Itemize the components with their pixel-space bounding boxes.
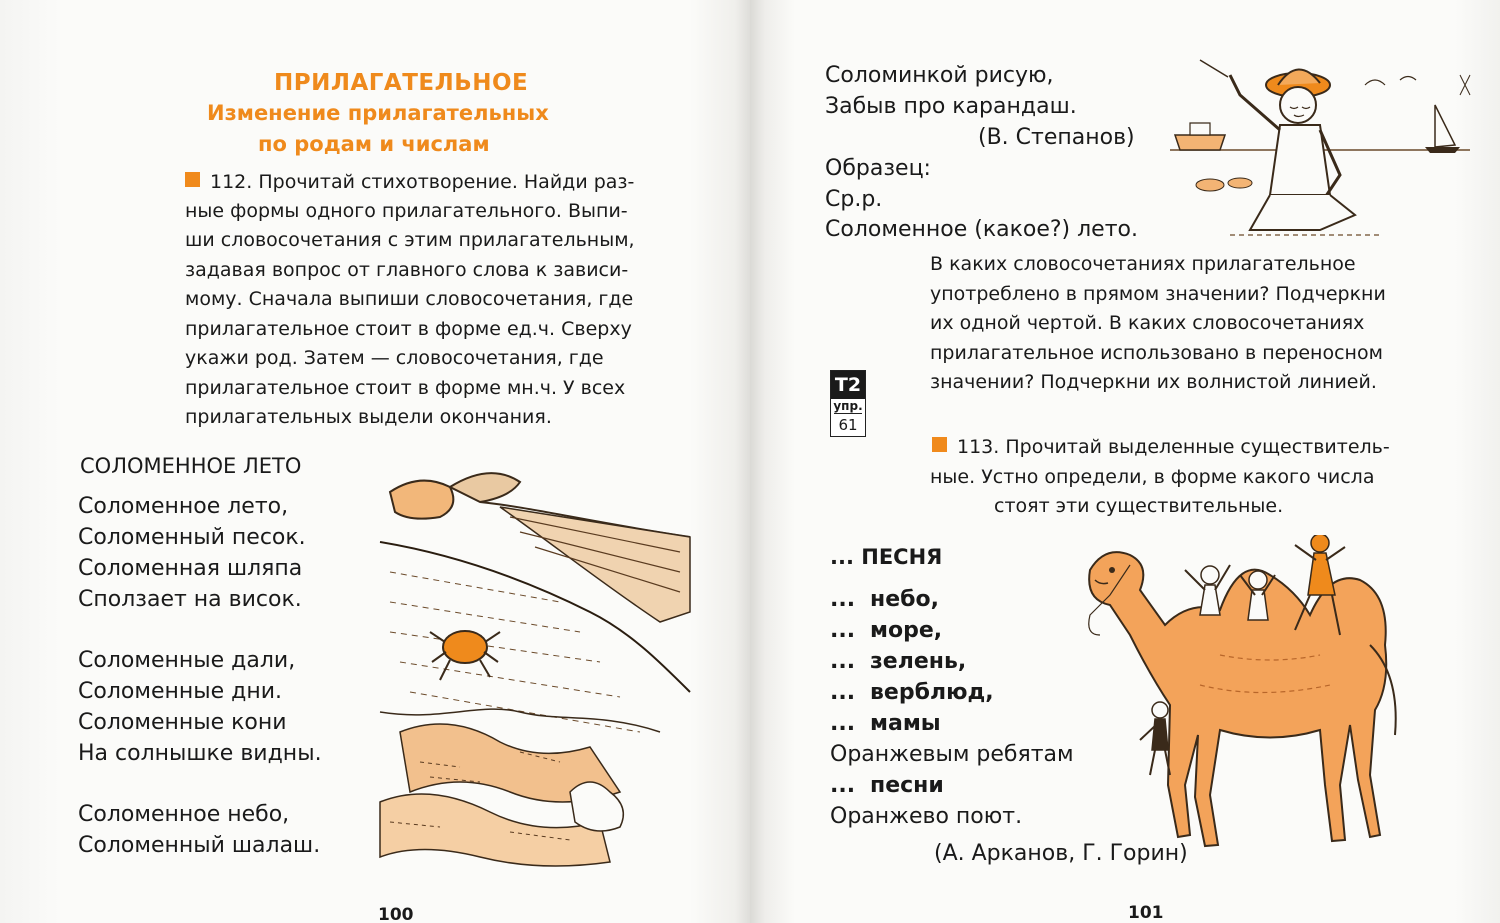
song-line-2-word: море, [870,618,943,643]
song-line-4-dots: ... [830,680,856,705]
workbook-label: упр. [833,399,863,413]
poem-line-1: Соломенное лето, [78,494,289,519]
camel-children-illustration [1070,535,1470,865]
sample-label: Образец: [825,156,931,181]
book-spine [735,0,765,923]
song-line-7-dots: ... [830,773,856,798]
question-line-4: прилагательное использовано в переносном [930,342,1383,364]
song-line-5-dots: ... [830,711,856,736]
poem-author-2: (А. Арканов, Г. Горин) [934,841,1188,866]
sample-phrase: Соломенное (какое?) лето. [825,217,1138,242]
sample-gender: Ср.р. [825,187,883,212]
poem-line-4: Сползает на висок. [78,587,302,612]
exercise-112-line-1: 112. Прочитай стихотворение. Найди раз- [210,171,635,193]
song-line-6: Оранжевым ребятам [830,742,1074,767]
workbook-number: 61 [834,413,862,436]
exercise-113-line-2: ные. Устно определи, в форме какого числа [930,466,1375,488]
poem-line-12: Забыв про карандаш. [825,94,1077,119]
boy-drawing-illustration [1170,55,1480,255]
exercise-112-line-6: прилагательное стоит в форме ед.ч. Сверху [185,318,632,340]
exercise-112-line-4: задавая вопрос от главного слова к зависи- [185,259,629,281]
exercise-113-line-3: стоят эти существительные. [994,495,1284,517]
exercise-112-line-9: прилагательных выдели окончания. [185,406,552,428]
song-line-2-dots: ... [830,618,856,643]
poem-author-1: (В. Степанов) [978,125,1135,150]
question-line-5: значении? Подчеркни их волнистой линией. [930,371,1377,393]
song-line-3-word: зелень, [870,649,967,674]
page-number-right: 101 [1128,903,1164,923]
song-line-4-word: верблюд, [870,680,994,705]
song-line-3-dots: ... [830,649,856,674]
poem-line-8: На солнышке видны. [78,741,322,766]
song-title: ... ПЕСНЯ [830,545,943,569]
subtitle-line-1: Изменение прилагательных [207,101,549,125]
song-line-7-word: песни [870,773,944,798]
poem-title: СОЛОМЕННОЕ ЛЕТО [80,454,302,478]
poem-line-10: Соломенный шалаш. [78,833,321,858]
exercise-112-line-7: укажи род. Затем — словосочетания, где [185,347,604,369]
song-line-8: Оранжево поют. [830,804,1023,829]
beach-crab-illustration [360,462,705,882]
exercise-112-line-8: прилагательное стоит в форме мн.ч. У всех [185,377,626,399]
poem-line-2: Соломенный песок. [78,525,306,550]
poem-line-5: Соломенные дали, [78,648,296,673]
song-line-1-word: небо, [870,587,939,612]
workbook-code: Т2 [831,371,865,399]
question-line-2: употреблено в прямом значении? Подчеркни [930,283,1386,305]
exercise-112-line-2: ные формы одного прилагательного. Выпи- [185,200,628,222]
section-title: ПРИЛАГАТЕЛЬНОЕ [274,70,529,96]
poem-line-9: Соломенное небо, [78,802,290,827]
exercise-marker-icon [185,172,200,187]
exercise-marker-icon-113 [932,437,947,452]
song-line-5-word: мамы [870,711,941,736]
poem-line-7: Соломенные кони [78,710,287,735]
question-line-3: их одной чертой. В каких словосочетаниях [930,312,1365,334]
exercise-112-line-5: мому. Сначала выпиши словосочетания, где [185,288,634,310]
exercise-113-line-1: 113. Прочитай выделенные существитель- [957,436,1390,458]
right-page [750,0,1500,923]
poem-line-6: Соломенные дни. [78,679,283,704]
workbook-exercise-badge [830,370,866,437]
page-number-left: 100 [378,905,414,923]
question-line-1: В каких словосочетаниях прилагательное [930,253,1356,275]
poem-line-11: Соломинкой рисую, [825,63,1054,88]
poem-line-3: Соломенная шляпа [78,556,303,581]
song-line-1-dots: ... [830,587,856,612]
exercise-112-line-3: ши словосочетания с этим прилагательным, [185,229,635,251]
subtitle-line-2: по родам и числам [258,132,490,156]
